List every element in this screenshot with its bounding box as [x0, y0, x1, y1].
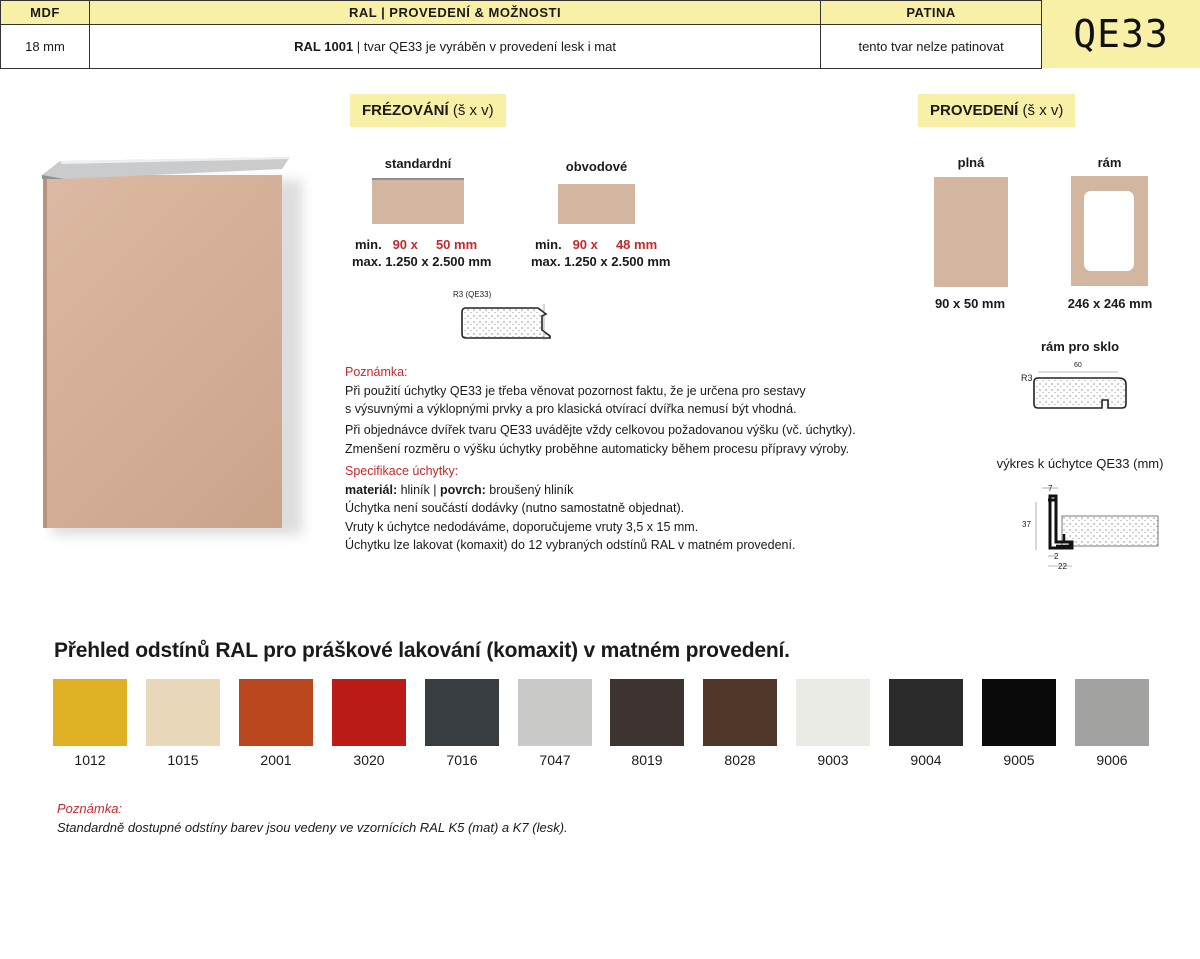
min-label: min.	[535, 237, 562, 252]
ral-code-label: 8028	[724, 752, 756, 768]
ral-overview-title: Přehled odstínů RAL pro práškové lakování (komaxit) v matném provedení.	[54, 639, 790, 662]
drawing-dim-2: 2	[1054, 552, 1059, 561]
glass-frame-r3: R3	[1021, 373, 1033, 383]
footer-note-text: Standardně dostupné odstíny barev jsou vedeny ve vzornících RAL K5 (mat) a K7 (lesk).	[57, 820, 568, 835]
ral-swatch-9003	[796, 679, 870, 746]
min-label: min.	[355, 237, 382, 252]
ral-swatch-9006	[1075, 679, 1149, 746]
ral-code-bold: RAL 1001	[294, 39, 354, 54]
order-line: Při objednávce dvířek tvaru QE33 uvádějte vždy celkovou požadovanou výšku (vč. úchytky).	[345, 423, 856, 437]
drawing-dim-7: 7	[1048, 484, 1053, 493]
ral-code-label: 7016	[446, 752, 478, 768]
design-frame-title: rám	[1097, 155, 1122, 170]
surface-label: povrch:	[439, 482, 486, 497]
order-line: Zmenšení rozměru o výšku úchytky proběhne automaticky během procesu přípravy výroby.	[345, 441, 850, 456]
material-label: materiál:	[345, 482, 398, 497]
ral-swatch-7016	[425, 679, 499, 746]
design-solid-title: plná	[957, 155, 985, 170]
design-frame-size: 246 x 246 mm	[1067, 296, 1153, 311]
usage-note	[345, 363, 885, 419]
handle-spec	[345, 462, 905, 555]
ral-swatch-7047	[518, 679, 592, 746]
door-edge	[43, 175, 47, 528]
ral-code-label: 9004	[910, 752, 942, 768]
note-line: s výsuvnými a výklopnými prvky a pro klasická otvírací dvířka nemusí být vhodná.	[345, 402, 797, 416]
ral-swatch-9005	[982, 679, 1056, 746]
profile-r3-label: R3 (QE33)	[453, 290, 492, 299]
design-section-label	[918, 94, 1075, 127]
glass-frame-profile-drawing	[1032, 370, 1132, 414]
mdf-value: 18 mm	[1, 25, 90, 69]
ral-code-label: 1015	[167, 752, 199, 768]
milling-label-dim: (š x v)	[448, 102, 494, 119]
min-values: 90 x 50 mm	[392, 237, 478, 252]
milling-perimeter-min	[535, 236, 657, 253]
ral-code-label: 8019	[631, 752, 663, 768]
milling-perimeter-max: max. 1.250 x 2.500 mm	[531, 254, 671, 269]
spec-line: Úchytku lze lakovat (komaxit) do 12 vybraných odstínů RAL v matném provedení.	[345, 538, 796, 552]
design-frame-sample	[1071, 176, 1148, 286]
milling-perimeter-sample	[558, 184, 635, 224]
handle-drawing-title: výkres k úchytce QE33 (mm)	[996, 456, 1164, 471]
material-value: hliník |	[397, 482, 440, 497]
spec-label: Specifikace úchytky:	[345, 464, 459, 478]
ral-code-label: 3020	[353, 752, 385, 768]
ral-code-label: 7047	[539, 752, 571, 768]
ral-code-label: 9005	[1003, 752, 1035, 768]
ral-code-label: 2001	[260, 752, 292, 768]
ral-swatch-3020	[332, 679, 406, 746]
milling-section-label	[350, 94, 506, 127]
material-line	[345, 481, 905, 500]
min-values: 90 x 48 mm	[572, 237, 658, 252]
ral-code-label: 9003	[817, 752, 849, 768]
door-front-image	[43, 175, 282, 528]
note-line: Při použití úchytky QE33 je třeba věnovat pozornost faktu, že je určena pro sestavy	[345, 383, 806, 398]
header-col-patina: PATINA	[821, 1, 1042, 25]
glass-frame-dim: 60	[1074, 362, 1082, 369]
patina-value: tento tvar nelze patinovat	[821, 25, 1042, 69]
milling-standard-title: standardní	[384, 156, 452, 171]
ral-swatch-1012	[53, 679, 127, 746]
surface-value: broušený hliník	[485, 482, 574, 497]
design-label-dim: (š x v)	[1018, 102, 1064, 119]
footer-note	[57, 799, 568, 837]
ral-code-label: 1012	[74, 752, 106, 768]
design-label-text: PROVEDENÍ	[930, 102, 1019, 119]
spec-line: Vruty k úchytce nedodáváme, doporučujeme vruty 3,5 x 15 mm.	[345, 519, 699, 534]
milling-standard-min	[355, 236, 477, 253]
spec-header-table	[0, 0, 1042, 69]
header-col-ral: RAL | PROVEDENÍ & MOŽNOSTI	[89, 1, 820, 25]
header-col-mdf: MDF	[1, 1, 90, 25]
note-label: Poznámka:	[345, 365, 408, 379]
milling-perimeter-title: obvodové	[565, 159, 628, 174]
footer-note-label: Poznámka:	[57, 801, 123, 816]
milling-label-text: FRÉZOVÁNÍ	[362, 102, 449, 119]
glass-frame-title: rám pro sklo	[1040, 339, 1120, 354]
design-solid-size: 90 x 50 mm	[934, 296, 1006, 311]
aluminium-handle-image	[42, 157, 292, 179]
ral-swatch-9004	[889, 679, 963, 746]
spec-line: Úchytka není součástí dodávky (nutno samostatně objednat).	[345, 501, 685, 515]
profile-r3-drawing	[460, 302, 552, 342]
drawing-dim-37: 37	[1022, 520, 1031, 529]
ral-value	[89, 25, 820, 69]
ral-code-label: 9006	[1096, 752, 1128, 768]
product-code: QE33	[1042, 0, 1200, 68]
milling-standard-max: max. 1.250 x 2.500 mm	[352, 254, 492, 269]
ral-description: | tvar QE33 je vyráběn v provedení lesk i mat	[353, 39, 616, 54]
design-solid-sample	[934, 177, 1008, 287]
handle-section-drawing	[1020, 480, 1160, 572]
milling-standard-sample	[372, 178, 464, 224]
ral-swatch-8019	[610, 679, 684, 746]
ral-swatch-8028	[703, 679, 777, 746]
ral-swatch-2001	[239, 679, 313, 746]
drawing-dim-22: 22	[1058, 562, 1067, 571]
ral-swatch-1015	[146, 679, 220, 746]
order-note	[345, 421, 905, 458]
